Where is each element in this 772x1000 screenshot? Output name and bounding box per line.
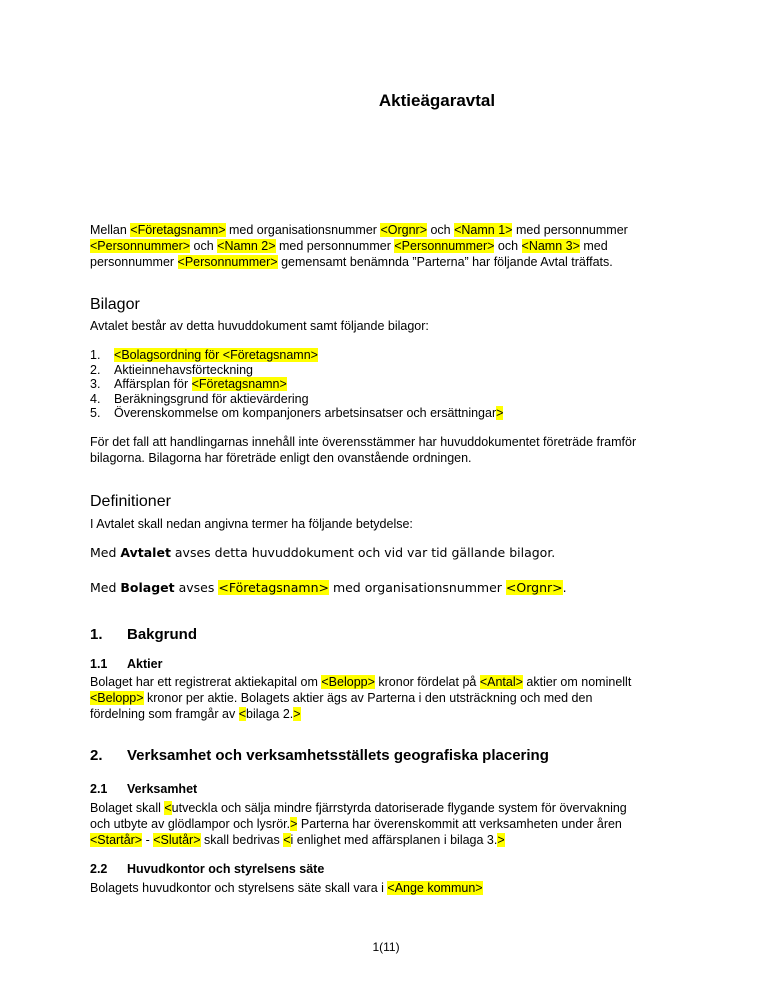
heading-definitioner: Definitioner (90, 493, 171, 510)
subsection-title: Aktier (127, 657, 163, 671)
text-run: Aktieinnehavsförteckning (114, 362, 253, 377)
placeholder-highlight: <Personnummer> (394, 239, 495, 253)
definitioner-lead: I Avtalet skall nedan angivna termer ha följande betydelse: (90, 517, 413, 531)
subsection-title: Huvudkontor och styrelsens säte (127, 862, 325, 876)
def-text: Med (90, 580, 121, 595)
placeholder-highlight: <Orgnr> (380, 223, 427, 237)
placeholder-highlight: < (283, 833, 291, 847)
placeholder-highlight: <Namn 2> (217, 239, 276, 253)
placeholder-highlight: > (497, 833, 505, 847)
text-run: med organisationsnummer (225, 223, 381, 237)
text-run: utveckla och sälja mindre fjärrstyrda datoriserade flygande system för övervakning och utbyte av glödlampor och lysrör. (90, 801, 627, 831)
heading-bilagor: Bilagor (90, 296, 140, 313)
bilagor-note: För det fall att handlingarnas innehåll inte överensstämmer har huvuddokumentet företräde framför bilagorna. Bilagorna har företräde enligt den ovanstående ordningen. (90, 435, 637, 465)
placeholder-highlight: Bolagsordning för (121, 348, 223, 362)
text-run: bilaga 2. (246, 707, 294, 721)
subsection-1-1-heading (90, 657, 162, 671)
placeholder-highlight: <Personnummer> (177, 255, 278, 269)
list-item (90, 406, 650, 421)
def-text: med organisationsnummer (328, 580, 506, 595)
text-run: Beräkningsgrund för aktievärdering (114, 391, 309, 406)
list-item (90, 348, 650, 363)
list-number: 5. (90, 406, 101, 420)
placeholder-orgnr: <Orgnr> (505, 580, 563, 595)
list-item (90, 377, 650, 392)
placeholder-highlight: <Antal> (479, 675, 523, 689)
def-term: Bolaget (120, 580, 175, 595)
list-number: 1. (90, 348, 101, 362)
placeholder-highlight: <Slutår> (153, 833, 201, 847)
placeholder-highlight: > (293, 707, 301, 721)
text-run: gemensamt benämnda ”Parterna” har följande Avtal träffats. (277, 255, 613, 269)
list-text (114, 377, 287, 392)
definition-bolaget (90, 580, 567, 595)
section-1-paragraph (90, 674, 650, 722)
placeholder-foretagsnamn: <Företagsnamn> (218, 580, 329, 595)
subsection-number: 2.1 (90, 782, 108, 796)
text-run: Mellan (90, 223, 131, 237)
subsection-number: 2.2 (90, 862, 108, 876)
def-text: . (562, 580, 567, 595)
section-title: Bakgrund (127, 626, 198, 643)
list-item (90, 392, 650, 407)
placeholder-highlight: <Ange kommun> (387, 881, 483, 895)
placeholder-highlight: <Namn 1> (454, 223, 513, 237)
list-item (90, 363, 650, 378)
bilagor-lead: Avtalet består av detta huvuddokument samt följande bilagor: (90, 319, 429, 333)
text-run: med personnummer (275, 239, 395, 253)
list-text (114, 406, 503, 421)
placeholder-highlight: > (496, 406, 504, 420)
list-number: 3. (90, 377, 101, 391)
placeholder-highlight: <Belopp> (321, 675, 375, 689)
text-run: Affärsplan för (114, 377, 192, 391)
text-run: Bolaget har ett registrerat aktiekapital om (90, 675, 322, 689)
placeholder-highlight: <Personnummer> (90, 239, 191, 253)
text-run: och (427, 223, 455, 237)
text-run: - (142, 833, 154, 847)
text-run: och (494, 239, 522, 253)
def-text: avses detta huvuddokument och vid var tid gällande bilagor. (170, 545, 556, 560)
text-run: och (190, 239, 218, 253)
subsection-title: Verksamhet (127, 782, 198, 796)
section-number: 2. (90, 747, 103, 764)
subsection-number: 1.1 (90, 657, 108, 671)
section-2-1-paragraph (90, 800, 650, 848)
text-run: Bolaget skall (90, 801, 165, 815)
text-run: Överenskommelse om kompanjoners arbetsinsatser och ersättningar (114, 406, 497, 420)
placeholder-highlight: <Företagsnamn> (191, 377, 287, 391)
placeholder-highlight: < (238, 707, 246, 721)
placeholder-highlight: <Belopp> (90, 691, 144, 705)
section-2-2-paragraph (90, 880, 650, 896)
placeholder-highlight: > (290, 817, 298, 831)
text-run: med personnummer (512, 223, 628, 237)
list-text (114, 348, 318, 363)
placeholder-highlight: <Företagsnamn> (222, 348, 318, 362)
def-term: Avtalet (120, 545, 171, 560)
intro-paragraph (90, 222, 650, 270)
placeholder-highlight: <Företagsnamn> (130, 223, 226, 237)
placeholder-highlight: < (114, 348, 122, 362)
document-title: Aktieägaravtal (378, 91, 496, 110)
list-number: 2. (90, 362, 101, 377)
section-2-heading (90, 747, 549, 764)
placeholder-highlight: <Namn 3> (521, 239, 580, 253)
page-number: 1(11) (372, 940, 400, 954)
placeholder-highlight: <Startår> (90, 833, 143, 847)
subsection-2-2-heading (90, 862, 324, 876)
text-run: i enlighet med affärsplanen i bilaga 3. (290, 833, 498, 847)
list-text (114, 363, 253, 378)
section-1-heading (90, 626, 197, 643)
def-text: avses (174, 580, 219, 595)
text-run: med personnummer (90, 239, 608, 269)
placeholder-highlight: < (164, 801, 172, 815)
bilagor-list (90, 348, 650, 421)
section-title: Verksamhet och verksamhetsställets geografiska placering (127, 747, 549, 764)
text-run: Bolagets huvudkontor och styrelsens säte skall vara i (90, 881, 388, 895)
def-text: Med (90, 545, 121, 560)
definition-avtalet (90, 545, 555, 560)
text-run: kronor per aktie. Bolagets aktier ägs av Parterna i den utsträckning och med den fördelning som framgår av (90, 691, 593, 721)
section-number: 1. (90, 626, 103, 643)
text-run: Parterna har överenskommit att verksamheten under åren (297, 817, 622, 831)
list-number: 4. (90, 391, 101, 406)
text-run: aktier om nominellt (522, 675, 632, 689)
subsection-2-1-heading (90, 782, 197, 796)
list-text (114, 392, 309, 407)
text-run: skall bedrivas (200, 833, 284, 847)
text-run: kronor fördelat på (374, 675, 480, 689)
